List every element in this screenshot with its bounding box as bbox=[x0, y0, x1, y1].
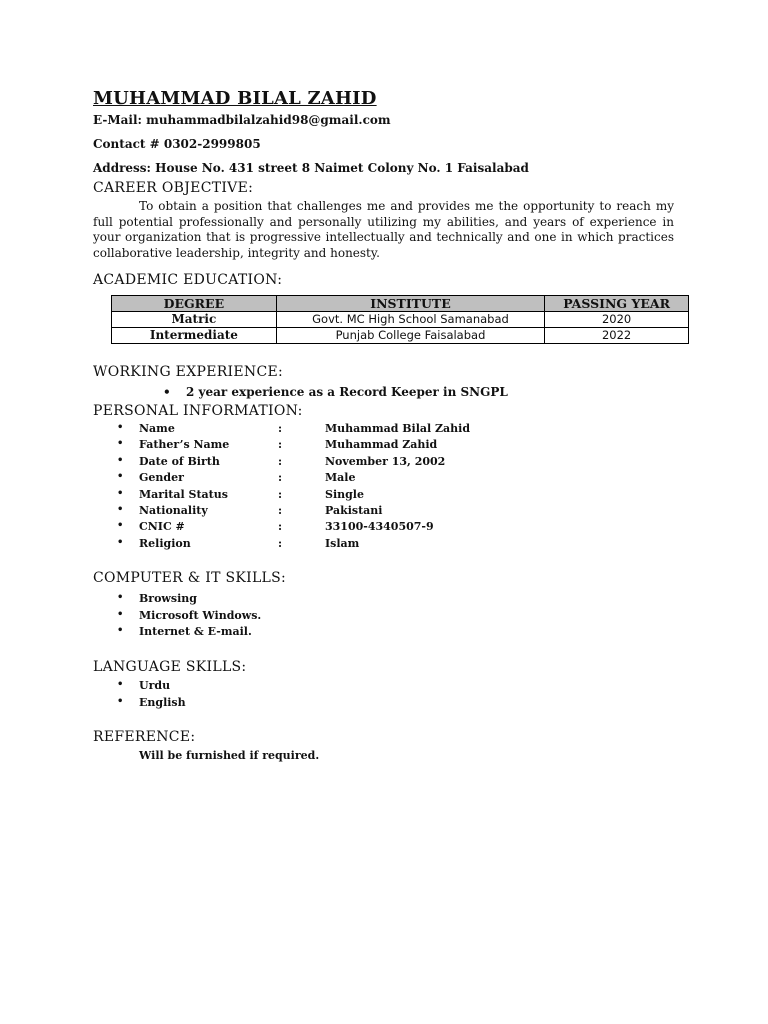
bullet-icon: • bbox=[117, 695, 124, 707]
career-objective-text bbox=[93, 199, 674, 261]
info-separator: : bbox=[278, 454, 283, 468]
column-header-passing-year: PASSING YEAR bbox=[545, 296, 689, 312]
experience-item: 2 year experience as a Record Keeper in SNGPL bbox=[186, 385, 508, 399]
contact-line: Contact # 0302-2999805 bbox=[93, 137, 261, 151]
working-experience-heading: WORKING EXPERIENCE: bbox=[93, 364, 283, 380]
info-value: Muhammad Zahid bbox=[325, 438, 438, 452]
bullet-icon: • bbox=[117, 471, 124, 483]
skill-item: Browsing bbox=[139, 592, 197, 605]
skill-item: Microsoft Windows. bbox=[139, 608, 262, 622]
table-row bbox=[112, 312, 689, 328]
bullet-icon: • bbox=[117, 625, 124, 637]
bullet-icon: • bbox=[117, 592, 124, 603]
info-separator: : bbox=[278, 438, 283, 452]
info-value: November 13, 2002 bbox=[325, 454, 446, 468]
column-header-degree: DEGREE bbox=[112, 296, 277, 312]
degree-cell: Matric bbox=[112, 312, 277, 328]
education-header-row bbox=[112, 296, 689, 312]
skill-item: Internet & E-mail. bbox=[139, 625, 252, 639]
info-separator: : bbox=[278, 487, 283, 501]
email-line: E-Mail: muhammadbilalzahid98@gmail.com bbox=[93, 113, 391, 127]
bullet-icon: • bbox=[117, 520, 124, 532]
career-objective-heading: CAREER OBJECTIVE: bbox=[93, 180, 254, 196]
language-item: English bbox=[139, 695, 186, 709]
info-label: Name bbox=[139, 422, 175, 435]
bullet-icon: • bbox=[117, 487, 124, 499]
bullet-icon: • bbox=[117, 454, 124, 466]
reference-heading: REFERENCE: bbox=[93, 729, 196, 745]
language-skills-heading: LANGUAGE SKILLS: bbox=[93, 659, 247, 675]
info-value: 33100-4340507-9 bbox=[325, 520, 434, 534]
info-separator: : bbox=[278, 422, 283, 435]
bullet-icon: • bbox=[117, 608, 124, 620]
info-label: Father’s Name bbox=[139, 438, 230, 452]
degree-cell: Intermediate bbox=[112, 328, 277, 344]
bullet-icon: • bbox=[117, 438, 124, 450]
year-cell: 2022 bbox=[545, 328, 689, 344]
info-label: Marital Status bbox=[139, 487, 228, 501]
info-separator: : bbox=[278, 536, 283, 550]
table-row bbox=[112, 328, 689, 344]
info-value: Pakistani bbox=[325, 503, 383, 517]
reference-text: Will be furnished if required. bbox=[139, 749, 320, 762]
info-separator: : bbox=[278, 520, 283, 534]
info-value: Islam bbox=[325, 536, 360, 550]
info-label: CNIC # bbox=[139, 520, 185, 534]
info-value: Single bbox=[325, 487, 364, 501]
bullet-icon: • bbox=[117, 536, 124, 548]
institute-cell: Govt. MC High School Samanabad bbox=[276, 312, 544, 328]
info-label: Gender bbox=[139, 471, 184, 485]
language-item: Urdu bbox=[139, 679, 171, 692]
column-header-institute: INSTITUTE bbox=[276, 296, 544, 312]
computer-skills-heading: COMPUTER & IT SKILLS: bbox=[93, 570, 287, 586]
bullet-icon: • bbox=[117, 503, 124, 515]
bullet-icon: • bbox=[117, 679, 124, 690]
academic-education-heading: ACADEMIC EDUCATION: bbox=[93, 272, 283, 288]
bullet-icon: • bbox=[163, 385, 171, 399]
bullet-icon: • bbox=[117, 422, 124, 433]
info-label: Nationality bbox=[139, 503, 208, 517]
info-label: Date of Birth bbox=[139, 454, 220, 468]
info-separator: : bbox=[278, 471, 283, 485]
personal-information-heading: PERSONAL INFORMATION: bbox=[93, 403, 303, 419]
resume-name: MUHAMMAD BILAL ZAHID bbox=[93, 88, 377, 109]
info-separator: : bbox=[278, 503, 283, 517]
career-objective-body: To obtain a position that challenges me and provides me the opportunity to reach my full potential professionally and personally utilizing my abilities, and years of experience in your organization that is progressive intellectually and technically and one in which practices collaborative leadership, integrity and honesty. bbox=[93, 199, 674, 260]
address-line: Address: House No. 431 street 8 Naimet Colony No. 1 Faisalabad bbox=[93, 161, 529, 175]
info-value: Male bbox=[325, 471, 356, 485]
institute-cell: Punjab College Faisalabad bbox=[276, 328, 544, 344]
info-label: Religion bbox=[139, 536, 191, 550]
year-cell: 2020 bbox=[545, 312, 689, 328]
education-table bbox=[111, 295, 689, 344]
info-value: Muhammad Bilal Zahid bbox=[325, 422, 471, 435]
list-item bbox=[163, 385, 508, 399]
